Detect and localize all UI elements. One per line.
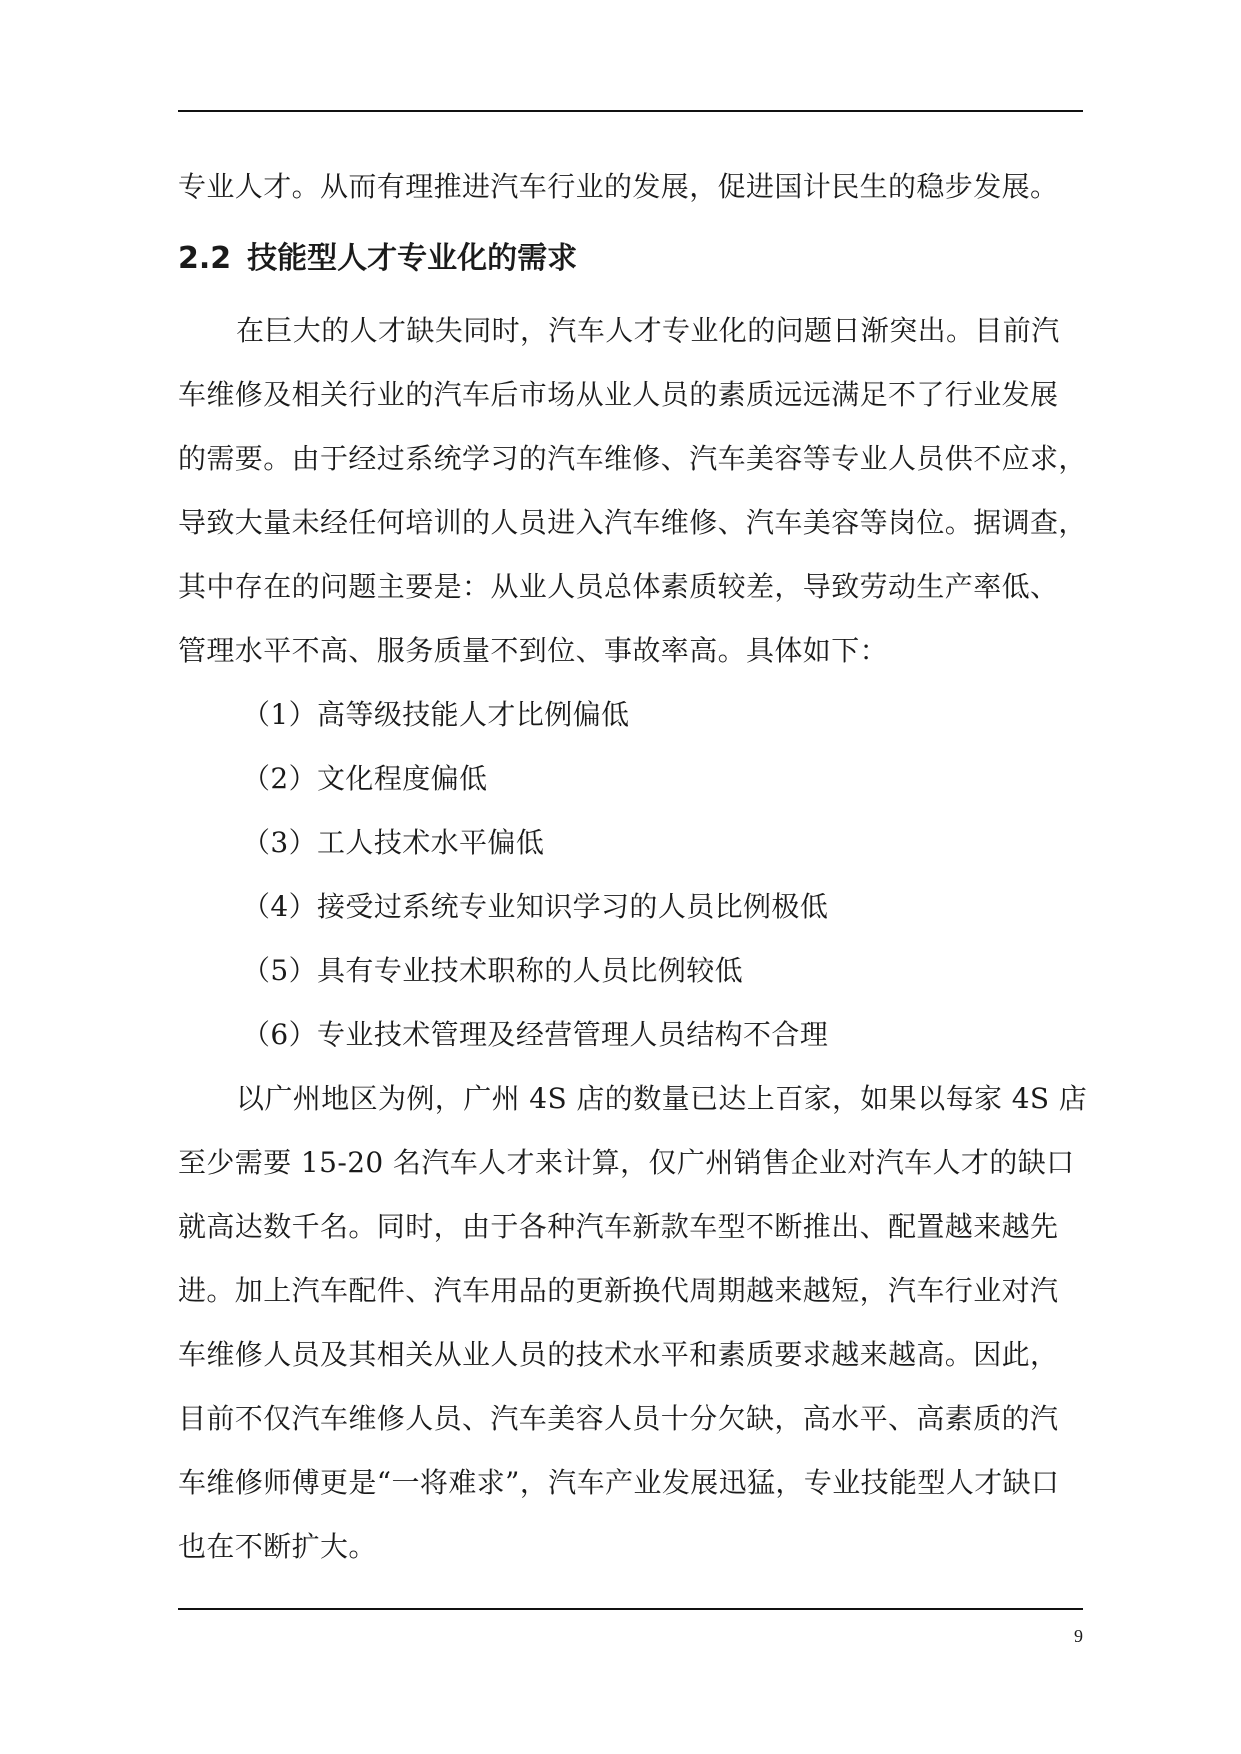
paragraph-1 bbox=[178, 299, 1087, 683]
text-line: 导致大量未经任何培训的人员进入汽车维修、汽车美容等岗位。据调查， bbox=[178, 506, 1087, 539]
text-line: 车维修人员及其相关从业人员的技术水平和素质要求越来越高。因此， bbox=[178, 1338, 1059, 1371]
section-heading bbox=[178, 219, 1083, 299]
header-rule bbox=[178, 110, 1083, 112]
text-line: 管理水平不高、服务质量不到位、事故率高。具体如下： bbox=[178, 634, 889, 667]
list-item: （1）高等级技能人才比例偏低 bbox=[242, 698, 630, 731]
text-line: 在巨大的人才缺失同时，汽车人才专业化的问题日渐突出。目前汽 bbox=[236, 314, 1060, 347]
section-title: 技能型人才专业化的需求 bbox=[247, 241, 578, 276]
text-line: 车维修及相关行业的汽车后市场从业人员的素质远远满足不了行业发展 bbox=[178, 378, 1059, 411]
list-item: （2）文化程度偏低 bbox=[242, 762, 488, 795]
text-line: 目前不仅汽车维修人员、汽车美容人员十分欠缺，高水平、高素质的汽 bbox=[178, 1402, 1059, 1435]
numbered-list bbox=[178, 683, 1083, 1067]
text-line: 就高达数千名。同时，由于各种汽车新款车型不断推出、配置越来越先 bbox=[178, 1210, 1059, 1243]
footer-rule bbox=[178, 1608, 1083, 1610]
list-item: （6）专业技术管理及经营管理人员结构不合理 bbox=[242, 1018, 829, 1051]
text-line: 也在不断扩大。 bbox=[178, 1530, 377, 1563]
text-line: 进。加上汽车配件、汽车用品的更新换代周期越来越短，汽车行业对汽 bbox=[178, 1274, 1059, 1307]
page-number: 9 bbox=[1074, 1626, 1083, 1646]
list-item: （4）接受过系统专业知识学习的人员比例极低 bbox=[242, 890, 829, 923]
text-line: 的需要。由于经过系统学习的汽车维修、汽车美容等专业人员供不应求， bbox=[178, 442, 1087, 475]
list-item: （5）具有专业技术职称的人员比例较低 bbox=[242, 954, 744, 987]
paragraph-2 bbox=[178, 1067, 1088, 1579]
section-number: 2.2 bbox=[178, 241, 232, 276]
text-line: 专业人才。从而有理推进汽车行业的发展，促进国计民生的稳步发展。 bbox=[178, 170, 1059, 203]
text-line: 车维修师傅更是“一将难求”，汽车产业发展迅猛，专业技能型人才缺口 bbox=[178, 1466, 1060, 1499]
text-line: 至少需要 15-20 名汽车人才来计算，仅广州销售企业对汽车人才的缺口 bbox=[178, 1146, 1075, 1179]
text-line: 其中存在的问题主要是：从业人员总体素质较差，导致劳动生产率低、 bbox=[178, 570, 1059, 603]
text-line: 以广州地区为例，广州 4S 店的数量已达上百家，如果以每家 4S 店 bbox=[236, 1082, 1088, 1115]
page-body bbox=[178, 155, 1088, 1579]
list-item: （3）工人技术水平偏低 bbox=[242, 826, 545, 859]
